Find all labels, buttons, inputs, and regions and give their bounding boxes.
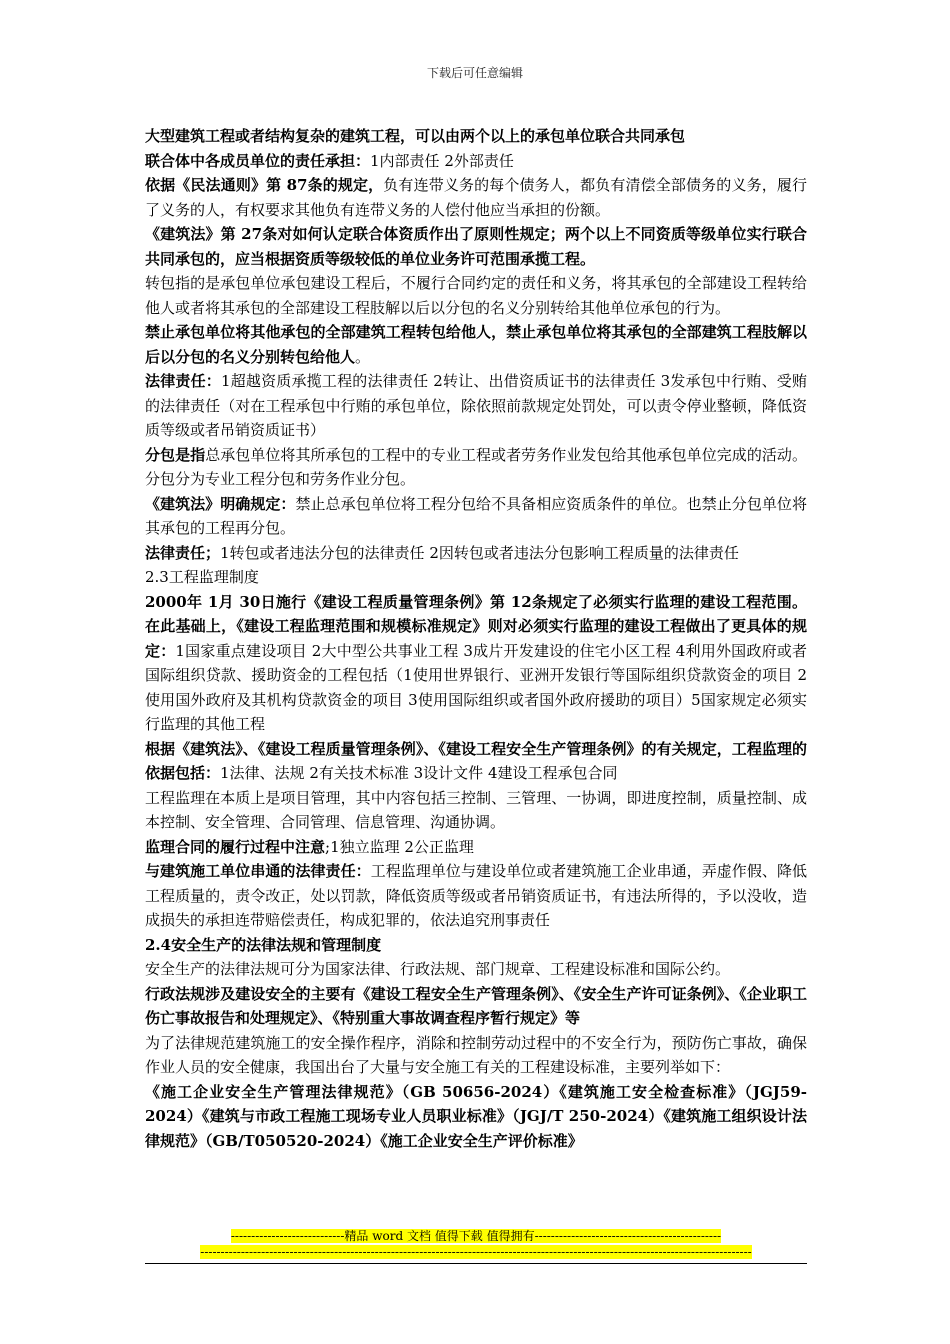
section-heading: [145, 565, 807, 590]
paragraph: [145, 492, 807, 541]
paragraph: [145, 737, 807, 786]
paragraph: [145, 1031, 807, 1080]
bold-text: 行政法规涉及建设安全的主要有《建设工程安全生产管理条例》、《安全生产许可证条例》、《企业职工伤亡事故报告和处理规定》、《特别重大事故调查程序暂行规定》等: [145, 984, 807, 1027]
page-footer: [145, 1228, 807, 1260]
bold-text: 大型建筑工程或者结构复杂的建筑工程，可以由两个以上的承包单位联合共同承包: [145, 127, 686, 145]
bold-text: 2.4安全生产的法律法规和管理制度: [145, 935, 382, 954]
paragraph: [145, 320, 807, 369]
bold-text: 与建筑施工单位串通的法律责任：: [145, 862, 371, 880]
bold-text: 根据《建筑法》、《建设工程质量管理条例》、《建设工程安全生产管理条例》的有关规定，工程监理的依据包括：: [145, 739, 807, 782]
paragraph: [145, 786, 807, 835]
paragraph: [145, 222, 807, 271]
paragraph: [145, 835, 807, 860]
paragraph: [145, 1080, 807, 1154]
footer-rule: [145, 1263, 807, 1264]
paragraph: [145, 271, 807, 320]
normal-text: ;1独立监理 2公正监理: [325, 837, 474, 856]
normal-text: 工程监理在本质上是项目管理，其中内容包括三控制、三管理、一协调，即进度控制，质量控制、成本控制、安全管理、合同管理、信息管理、沟通协调。: [145, 788, 807, 831]
paragraph: [145, 369, 807, 443]
footer-banner: ----------------------------精品 word 文档 值得下载 值得拥有----------------------------------------------: [230, 1229, 722, 1243]
normal-text: 为了法律规范建筑施工的安全操作程序，消除和控制劳动过程中的不安全行为，预防伤亡事故，确保作业人员的安全健康，我国出台了大量与安全施工有关的工程建设标准，主要列举如下：: [145, 1033, 807, 1076]
page-header: 下载后可任意编辑: [426, 66, 523, 80]
paragraph: [145, 124, 807, 149]
normal-text: 负有连带义务的每个债务人，都负有清偿全部债务的义务，履行了义务的人，有权要求其他负有连带义务的人偿付他应当承担的份额。: [145, 176, 807, 219]
normal-text: 。: [355, 347, 371, 366]
bold-text: 《施工企业安全生产管理法律规范》（GB 50656-2024）《建筑施工安全检查标准》（JGJ59-2024）《建筑与市政工程施工现场专业人员职业标准》（JGJ/T 250-2024）《建筑施工组织设计法律规范》（GB/T050520-2024）《施工企业安全生产评价标准》: [145, 1082, 807, 1150]
paragraph: [145, 982, 807, 1031]
bold-text: 法律责任；: [145, 543, 221, 562]
document-body: [145, 124, 807, 1153]
normal-text: 2.3工程监理制度: [145, 568, 259, 586]
paragraph: [145, 443, 807, 492]
section-heading: [145, 933, 807, 958]
normal-text: 1超越资质承揽工程的法律责任 2转让、出借资质证书的法律责任 3发承包中行贿、受贿的法律责任（对在工程承包中行贿的承包单位，除依照前款规定处罚处，可以责令停业整顿，降低资质等级或者吊销资质证书）: [145, 372, 807, 439]
bold-text: 联合体中各成员单位的责任承担：: [145, 151, 371, 170]
paragraph: [145, 173, 807, 222]
normal-text: 禁止总承包单位将工程分包给不具备相应资质条件的单位。也禁止分包单位将其承包的工程再分包。: [145, 494, 807, 537]
bold-text: 2000年 1月 30日施行《建设工程质量管理条例》第 12条规定了必须实行监理的建设工程范围。在此基础上，《建设工程监理范围和规模标准规定》则对必须实行监理的建设工程做出了更具体的规定：: [145, 592, 807, 660]
bold-text: 分包是指: [145, 445, 206, 464]
bold-text: 依据《民法通则》第 87条的规定，: [145, 176, 384, 194]
normal-text: 1转包或者违法分包的法律责任 2因转包或者违法分包影响工程质量的法律责任: [220, 543, 739, 562]
bold-text: 监理合同的履行过程中注意: [145, 837, 326, 856]
normal-text: 工程监理单位与建设单位或者建筑施工企业串通，弄虚作假、降低工程质量的，责令改正，处以罚款，降低资质等级或者吊销资质证书，有违法所得的，予以没收，造成损失的承担连带赔偿责任，构成犯罪的，依法追究刑事责任: [145, 862, 807, 929]
paragraph: [145, 149, 807, 174]
normal-text: 安全生产的法律法规可分为国家法律、行政法规、部门规章、工程建设标准和国际公约。: [145, 960, 731, 978]
paragraph: [145, 859, 807, 933]
paragraph: [145, 957, 807, 982]
bold-text: 《建筑法》明确规定：: [145, 494, 296, 513]
footer-dash-line: ----------------------------------------------------------------------------------------------------------------------------------------: [200, 1245, 752, 1259]
bold-text: 《建筑法》第 27条对如何认定联合体资质作出了原则性规定；两个以上不同资质等级单位实行联合共同承包的，应当根据资质等级较低的单位业务许可范围承揽工程。: [145, 225, 807, 268]
normal-text: 转包指的是承包单位承包建设工程后，不履行合同约定的责任和义务，将其承包的全部建设工程转给他人或者将其承包的全部建设工程肢解以后以分包的名义分别转给其他单位承包的行为。: [145, 274, 807, 317]
normal-text: 总承包单位将其所承包的工程中的专业工程或者劳务作业发包给其他承包单位完成的活动。分包分为专业工程分包和劳务作业分包。: [145, 445, 807, 488]
paragraph: [145, 541, 807, 566]
normal-text: 1法律、法规 2有关技术标准 3设计文件 4建设工程承包合同: [220, 764, 618, 782]
normal-text: 1内部责任 2外部责任: [370, 151, 514, 170]
bold-text: 禁止承包单位将其他承包的全部建筑工程转包给他人，禁止承包单位将其承包的全部建筑工程肢解以后以分包的名义分别转包给他人: [145, 323, 807, 366]
paragraph: [145, 590, 807, 737]
bold-text: 法律责任：: [145, 372, 221, 390]
normal-text: 1国家重点建设项目 2大中型公共事业工程 3成片开发建设的住宅小区工程 4利用外国政府或者国际组织贷款、援助资金的工程包括（1使用世界银行、亚洲开发银行等国际组织贷款资金的项目 2使用国外政府及其机构贷款资金的项目 3使用国际组织或者国外政府援助的项目）5国家规定必须实行监理的其他工程: [145, 641, 807, 733]
